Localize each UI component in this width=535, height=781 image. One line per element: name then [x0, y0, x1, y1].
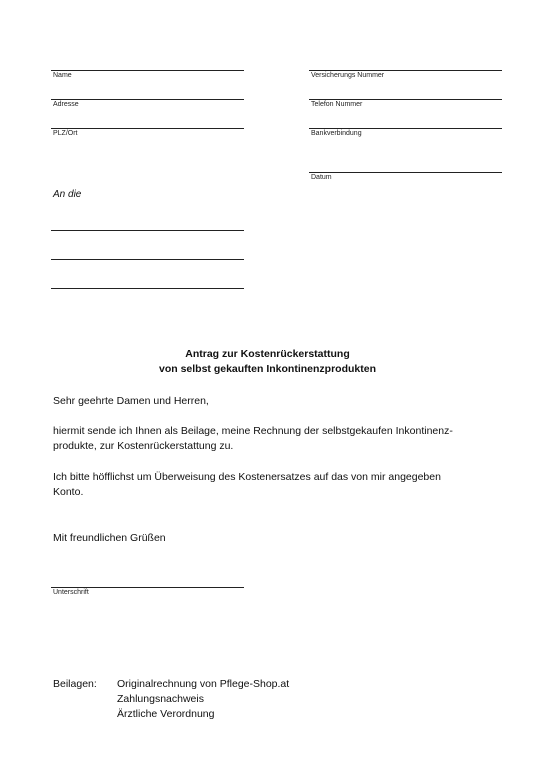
phone-line	[309, 99, 502, 100]
attachment-item: Zahlungsnachweis	[117, 693, 204, 705]
date-line	[309, 172, 502, 173]
paragraph1-line1: hiermit sende ich Ihnen als Beilage, meine Rechnung der selbstgekaufen Inkontinenz-	[53, 425, 453, 437]
name-label: Name	[53, 72, 72, 79]
closing: Mit freundlichen Grüßen	[53, 532, 166, 544]
attachment-item: Ärztliche Verordnung	[117, 708, 215, 720]
zip-city-label: PLZ/Ort	[53, 130, 78, 137]
zip-city-line	[51, 128, 244, 129]
title-line-2: von selbst gekauften Inkontinenzprodukten	[158, 363, 377, 375]
attachment-item: Originalrechnung von Pflege-Shop.at	[117, 678, 290, 690]
insurance-number-label: Versicherungs Nummer	[311, 72, 385, 79]
address-line	[51, 99, 244, 100]
bank-label: Bankverbindung	[311, 130, 362, 137]
signature-label: Unterschrift	[53, 589, 89, 596]
recipient-line-2	[51, 259, 244, 260]
title-line-1: Antrag zur Kostenrückerstattung	[185, 348, 350, 360]
insurance-number-line	[309, 70, 502, 71]
signature-line	[51, 587, 244, 588]
bank-line	[309, 128, 502, 129]
salutation: Sehr geehrte Damen und Herren,	[53, 395, 209, 407]
recipient-line-1	[51, 230, 244, 231]
date-label: Datum	[311, 174, 332, 181]
recipient-line-3	[51, 288, 244, 289]
paragraph2-line2: Konto.	[53, 486, 84, 498]
attachments-label: Beilagen:	[53, 678, 97, 690]
phone-label: Telefon Nummer	[311, 101, 363, 108]
name-line	[51, 70, 244, 71]
address-label: Adresse	[53, 101, 79, 108]
recipient-label: An die	[53, 189, 82, 200]
paragraph2-line1: Ich bitte höfflichst um Überweisung des Kostenersatzes auf das von mir angegeben	[53, 471, 441, 483]
paragraph1-line2: produkte, zur Kostenrückerstattung zu.	[53, 440, 234, 452]
